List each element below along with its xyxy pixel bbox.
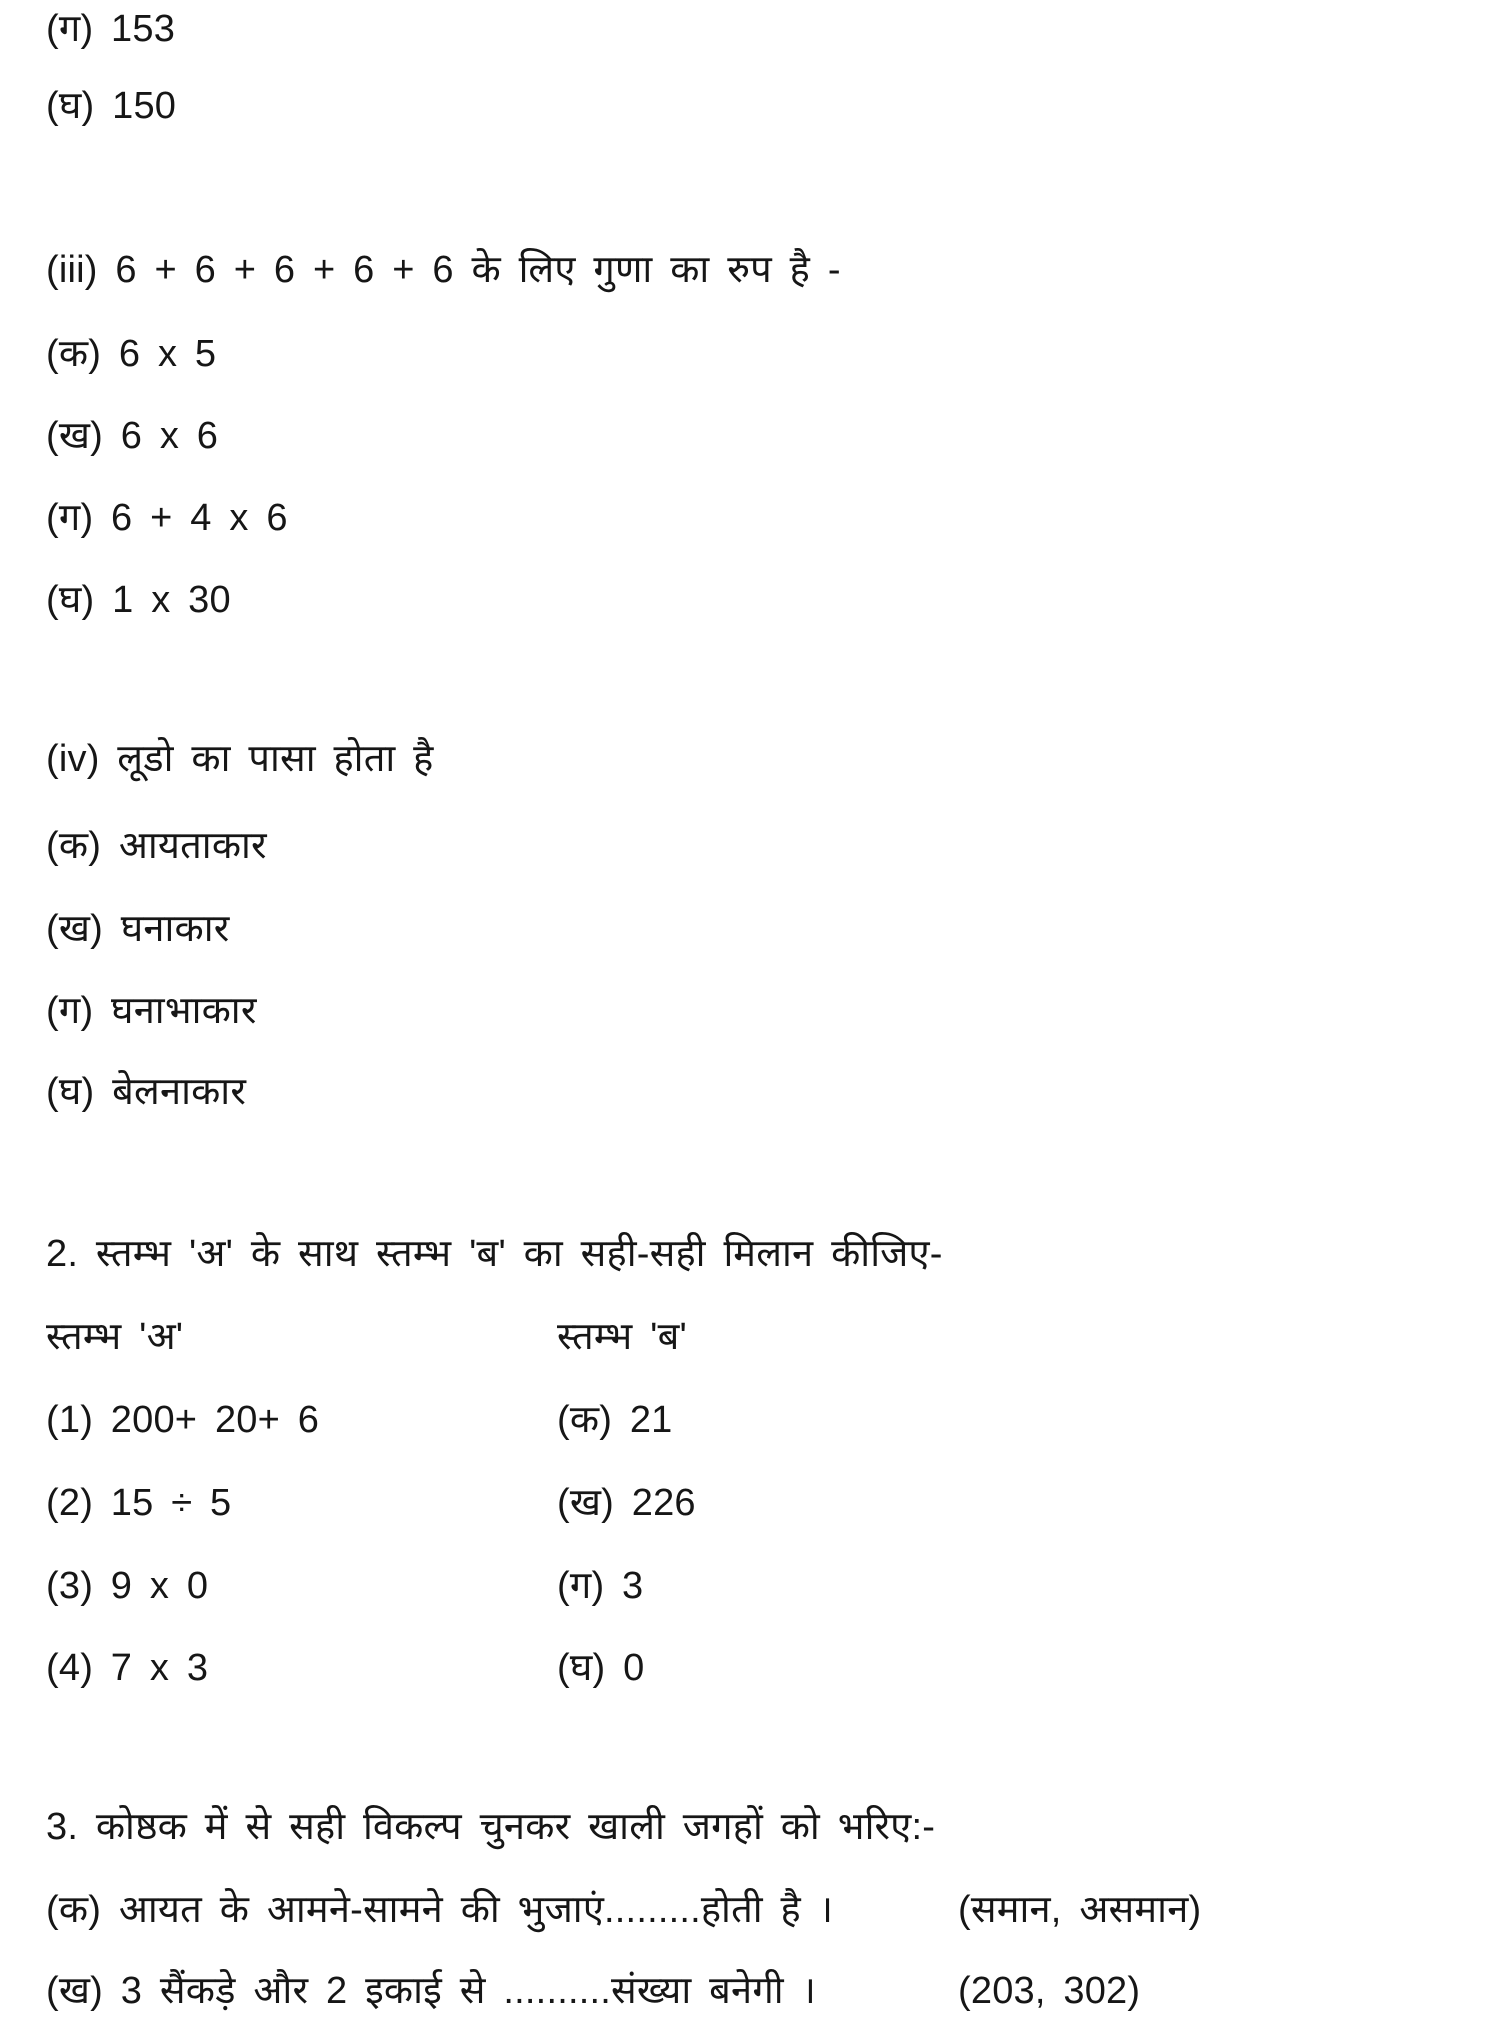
question-iv-option-gha: (घ) बेलनाकार xyxy=(46,1071,247,1113)
match-row-4-b: (घ) 0 xyxy=(557,1647,645,1689)
fill-item-1-choices: (समान, असमान) xyxy=(958,1889,1202,1931)
fill-item-1-text: (क) आयत के आमने-सामने की भुजाएं.........होती है । xyxy=(46,1889,834,1931)
question-iii-option-ka: (क) 6 x 5 xyxy=(46,333,217,375)
question-iii-option-ga: (ग) 6 + 4 x 6 xyxy=(46,497,288,539)
option-gha-150: (घ) 150 xyxy=(46,85,177,127)
match-column-b-header: स्तम्भ 'ब' xyxy=(557,1316,687,1358)
fill-item-2-text: (ख) 3 सैंकड़े और 2 इकाई से ..........संख्या बनेगी । xyxy=(46,1970,817,2012)
question-2-prompt: 2. स्तम्भ 'अ' के साथ स्तम्भ 'ब' का सही-सही मिलान कीजिए- xyxy=(46,1233,943,1275)
question-iv-prompt: (iv) लूडो का पासा होता है xyxy=(46,738,434,780)
question-iii-option-kha: (ख) 6 x 6 xyxy=(46,415,219,457)
option-ga-153: (ग) 153 xyxy=(46,8,176,50)
match-row-4-a: (4) 7 x 3 xyxy=(46,1647,209,1689)
question-3-prompt: 3. कोष्ठक में से सही विकल्प चुनकर खाली जगहों को भरिए:- xyxy=(46,1806,936,1848)
match-row-2-b: (ख) 226 xyxy=(557,1482,696,1524)
question-iv-option-ka: (क) आयताकार xyxy=(46,825,267,867)
match-row-3-a: (3) 9 x 0 xyxy=(46,1565,209,1607)
fill-item-2-choices: (203, 302) xyxy=(958,1970,1141,2012)
match-row-1-b: (क) 21 xyxy=(557,1399,673,1441)
question-iv-option-kha: (ख) घनाकार xyxy=(46,908,230,950)
question-iii-prompt: (iii) 6 + 6 + 6 + 6 + 6 के लिए गुणा का रुप है - xyxy=(46,249,841,291)
question-iv-option-ga: (ग) घनाभाकार xyxy=(46,990,257,1032)
match-row-1-a: (1) 200+ 20+ 6 xyxy=(46,1399,320,1441)
match-row-2-a: (2) 15 ÷ 5 xyxy=(46,1482,232,1524)
match-row-3-b: (ग) 3 xyxy=(557,1565,644,1607)
match-column-a-header: स्तम्भ 'अ' xyxy=(46,1316,184,1358)
question-iii-option-gha: (घ) 1 x 30 xyxy=(46,579,231,621)
